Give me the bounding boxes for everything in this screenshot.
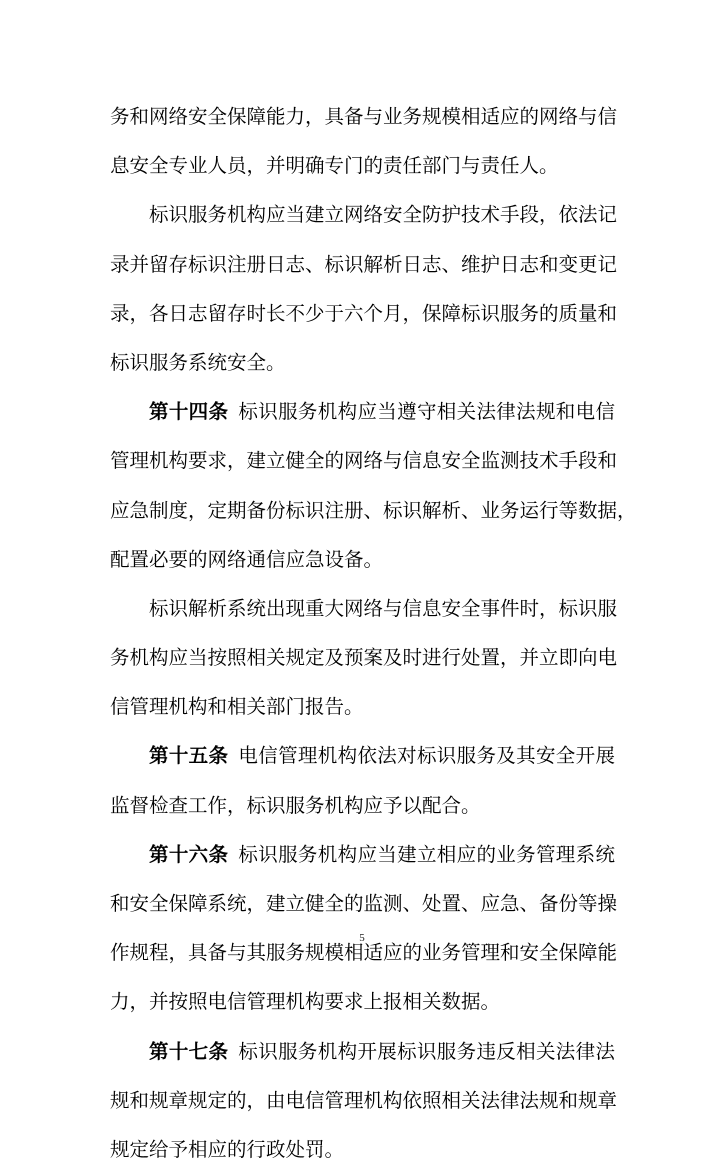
line-text: 标识服务机构开展标识服务违反相关法律法 <box>238 1039 615 1063</box>
line-text: 标识服务系统安全。 <box>110 350 286 374</box>
text-line <box>110 977 615 1026</box>
line-text: 电信管理机构依法对标识服务及其安全开展 <box>238 744 615 768</box>
text-line <box>110 633 618 682</box>
line-text: 录并留存标识注册日志、标识解析日志、维护日志和变更记 <box>110 252 618 276</box>
text-line <box>110 682 615 731</box>
line-text: 务和网络安全保障能力，具备与业务规模相适应的网络与信 <box>110 105 618 128</box>
article-heading-line <box>110 387 615 436</box>
text-line <box>110 338 615 387</box>
text-line <box>110 92 618 141</box>
document-body <box>110 92 637 1174</box>
text-line <box>110 289 618 338</box>
article-heading-line <box>110 731 615 780</box>
text-line <box>110 141 615 190</box>
article-label: 第十四条 <box>149 400 229 424</box>
article-label: 第十六条 <box>149 842 229 866</box>
line-text: 力，并按照电信管理机构要求上报相关数据。 <box>110 990 501 1014</box>
line-text: 标识解析系统出现重大网络与信息安全事件时，标识服 <box>149 596 618 620</box>
text-line <box>110 584 618 633</box>
line-text: 信管理机构和相关部门报告。 <box>110 695 364 719</box>
line-text: 标识服务机构应当遵守相关法律法规和电信 <box>238 400 615 424</box>
text-line <box>110 1076 618 1125</box>
text-line <box>110 486 637 535</box>
text-line <box>110 1125 615 1174</box>
line-text: 管理机构要求，建立健全的网络与信息安全监测技术手段和 <box>110 449 618 473</box>
text-line <box>110 190 618 239</box>
line-text: 规定给予相应的行政处罚。 <box>110 1137 345 1161</box>
text-line <box>110 240 618 289</box>
line-text: 规和规章规定的，由电信管理机构依照相关法律法规和规章 <box>110 1088 618 1112</box>
page-number: 5 <box>359 932 365 944</box>
line-text: 应急制度，定期备份标识注册、标识解析、业务运行等数据， <box>110 498 637 522</box>
line-text: 监督检查工作，标识服务机构应予以配合。 <box>110 793 481 817</box>
article-heading-line <box>110 830 615 879</box>
text-line <box>110 781 615 830</box>
line-text: 息安全专业人员，并明确专门的责任部门与责任人。 <box>110 154 559 178</box>
line-text: 标识服务机构应当建立网络安全防护技术手段，依法记 <box>149 203 618 227</box>
line-text: 务机构应当按照相关规定及预案及时进行处置，并立即向电 <box>110 646 618 670</box>
text-line <box>110 535 615 584</box>
article-heading-line <box>110 1027 615 1076</box>
text-line <box>110 436 618 485</box>
article-label: 第十七条 <box>149 1039 229 1063</box>
line-text: 作规程，具备与其服务规模相适应的业务管理和安全保障能 <box>110 941 618 965</box>
line-text: 和安全保障系统，建立健全的监测、处置、应急、备份等操 <box>110 892 618 915</box>
text-line <box>110 879 618 928</box>
line-text: 录，各日志留存时长不少于六个月，保障标识服务的质量和 <box>110 301 618 325</box>
article-label: 第十五条 <box>149 744 229 768</box>
line-text: 配置必要的网络通信应急设备。 <box>110 547 384 571</box>
line-text: 标识服务机构应当建立相应的业务管理系统 <box>238 842 615 866</box>
